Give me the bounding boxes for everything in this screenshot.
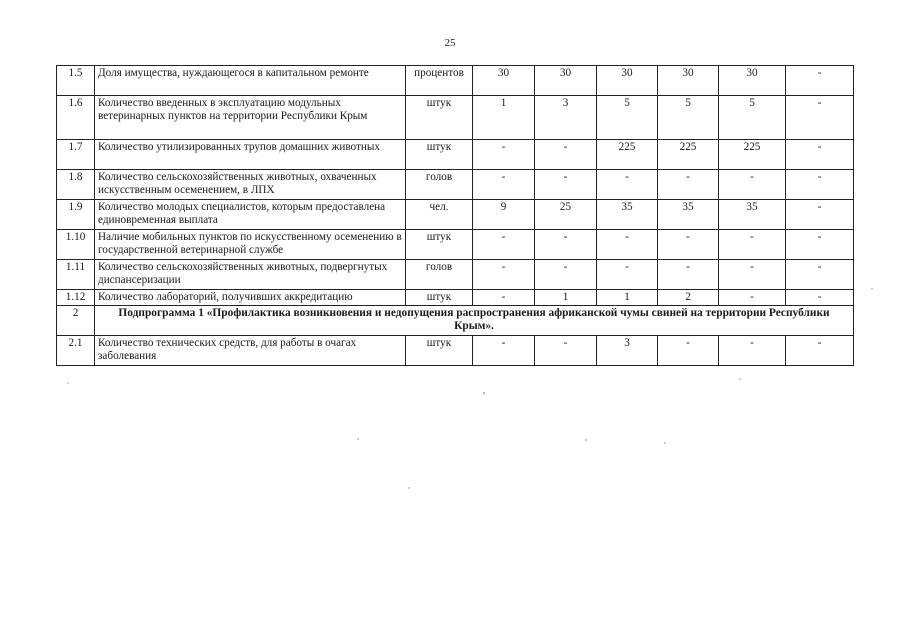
value-cell: 35 <box>719 200 786 230</box>
value-cell: 9 <box>473 200 535 230</box>
indicators-table <box>56 65 854 366</box>
subprogram-title: Подпрограмма 1 «Профилактика возникновения и недопущения распространения африканской чумы свиней на территории Республики Крым». <box>95 306 854 336</box>
value-cell: - <box>597 170 658 200</box>
value-cell: - <box>473 290 535 306</box>
unit-cell: штук <box>406 336 473 366</box>
indicator-name: Количество утилизированных трупов домашних животных <box>95 140 406 170</box>
indicator-name: Доля имущества, нуждающегося в капитальном ремонте <box>95 66 406 96</box>
table-row <box>57 140 854 170</box>
row-number: 1.12 <box>57 290 95 306</box>
value-cell: - <box>719 290 786 306</box>
value-cell: - <box>786 200 854 230</box>
value-cell: - <box>658 170 719 200</box>
value-cell: - <box>786 290 854 306</box>
value-cell: - <box>786 140 854 170</box>
table-row <box>57 96 854 140</box>
value-cell: - <box>658 336 719 366</box>
value-cell: 2 <box>658 290 719 306</box>
value-cell: - <box>719 260 786 290</box>
subprogram-row <box>57 306 854 336</box>
value-cell: 30 <box>719 66 786 96</box>
value-cell: - <box>786 66 854 96</box>
indicator-name: Наличие мобильных пунктов по искусственному осеменению в государственной ветеринарной службе <box>95 230 406 260</box>
unit-cell: штук <box>406 96 473 140</box>
value-cell: 5 <box>658 96 719 140</box>
page-number: 25 <box>444 37 456 49</box>
value-cell: - <box>719 170 786 200</box>
value-cell: - <box>473 336 535 366</box>
indicator-name: Количество молодых специалистов, которым предоставлена единовременная выплата <box>95 200 406 230</box>
value-cell: 5 <box>597 96 658 140</box>
value-cell: 30 <box>658 66 719 96</box>
table-row <box>57 290 854 306</box>
value-cell: 30 <box>535 66 597 96</box>
value-cell: 225 <box>719 140 786 170</box>
value-cell: 3 <box>535 96 597 140</box>
unit-cell: голов <box>406 260 473 290</box>
row-number: 1.8 <box>57 170 95 200</box>
value-cell: 35 <box>597 200 658 230</box>
value-cell: - <box>535 336 597 366</box>
indicator-name: Количество технических средств, для работы в очагах заболевания <box>95 336 406 366</box>
value-cell: - <box>786 336 854 366</box>
value-cell: - <box>473 140 535 170</box>
row-number: 1.5 <box>57 66 95 96</box>
value-cell: - <box>786 260 854 290</box>
value-cell: - <box>658 230 719 260</box>
unit-cell: штук <box>406 230 473 260</box>
value-cell: - <box>597 230 658 260</box>
value-cell: 1 <box>473 96 535 140</box>
unit-cell: штук <box>406 290 473 306</box>
value-cell: - <box>535 140 597 170</box>
row-number: 1.6 <box>57 96 95 140</box>
table-row <box>57 170 854 200</box>
indicator-name: Количество введенных в эксплуатацию модульных ветеринарных пунктов на территории Республики Крым <box>95 96 406 140</box>
table-row <box>57 230 854 260</box>
value-cell: - <box>658 260 719 290</box>
value-cell: - <box>473 170 535 200</box>
value-cell: - <box>786 170 854 200</box>
table-row <box>57 336 854 366</box>
table-row <box>57 66 854 96</box>
value-cell: 30 <box>473 66 535 96</box>
value-cell: 3 <box>597 336 658 366</box>
row-number: 1.7 <box>57 140 95 170</box>
unit-cell: чел. <box>406 200 473 230</box>
value-cell: 1 <box>597 290 658 306</box>
value-cell: - <box>535 260 597 290</box>
unit-cell: процентов <box>406 66 473 96</box>
value-cell: - <box>786 230 854 260</box>
value-cell: 225 <box>597 140 658 170</box>
table-row <box>57 200 854 230</box>
value-cell: 30 <box>597 66 658 96</box>
value-cell: 225 <box>658 140 719 170</box>
row-number: 1.11 <box>57 260 95 290</box>
indicator-name: Количество сельскохозяйственных животных, охваченных искусственным осеменением, в ЛПХ <box>95 170 406 200</box>
value-cell: - <box>535 170 597 200</box>
table-row <box>57 260 854 290</box>
value-cell: 25 <box>535 200 597 230</box>
unit-cell: голов <box>406 170 473 200</box>
value-cell: - <box>597 260 658 290</box>
value-cell: - <box>719 230 786 260</box>
row-number: 2.1 <box>57 336 95 366</box>
row-number: 1.9 <box>57 200 95 230</box>
value-cell: - <box>786 96 854 140</box>
unit-cell: штук <box>406 140 473 170</box>
indicator-name: Количество лабораторий, получивших аккредитацию <box>95 290 406 306</box>
row-number: 1.10 <box>57 230 95 260</box>
value-cell: 5 <box>719 96 786 140</box>
value-cell: 1 <box>535 290 597 306</box>
row-number: 2 <box>57 306 95 336</box>
indicator-name: Количество сельскохозяйственных животных, подвергнутых диспансеризации <box>95 260 406 290</box>
value-cell: - <box>473 230 535 260</box>
value-cell: - <box>473 260 535 290</box>
value-cell: 35 <box>658 200 719 230</box>
value-cell: - <box>719 336 786 366</box>
value-cell: - <box>535 230 597 260</box>
